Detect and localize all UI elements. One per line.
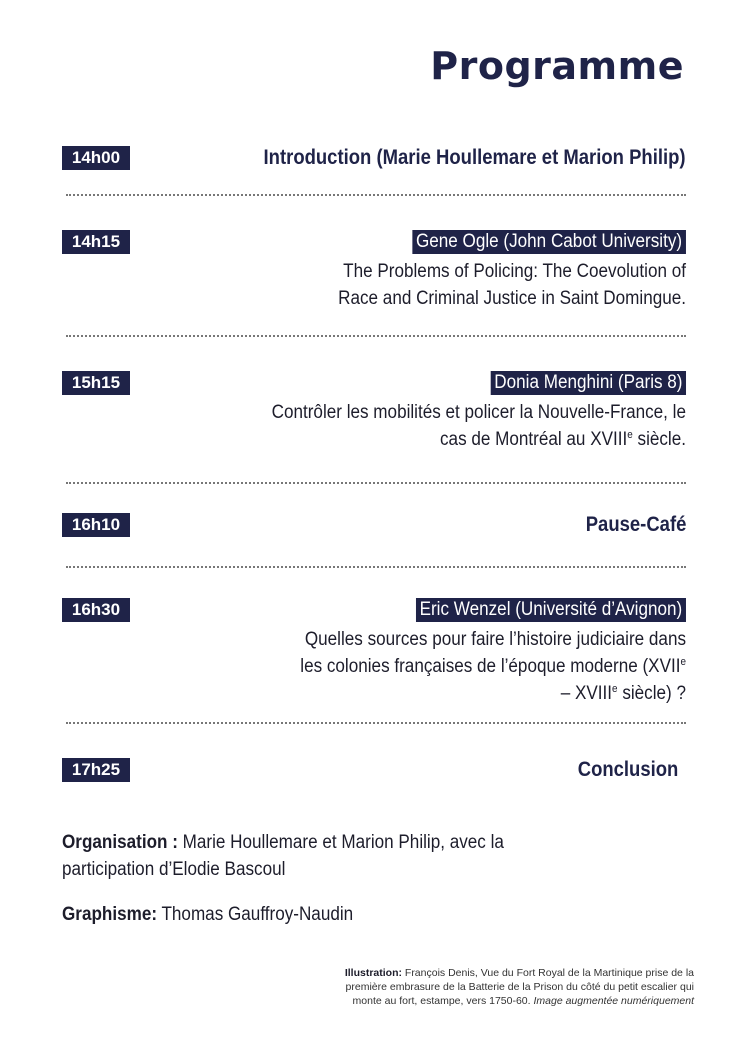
talk-title-gene-ogle xyxy=(182,258,686,312)
time-badge-1725: 17h25 xyxy=(62,758,130,782)
organisation-line2: participation d’Elodie Bascoul xyxy=(62,859,286,880)
speaker-name-gene-ogle: Gene Ogle (John Cabot University) xyxy=(413,230,686,254)
speaker-name-donia-menghini: Donia Menghini (Paris 8) xyxy=(491,371,686,395)
illustration-line: première embrasure de la Batterie de la Prison du côté du petit escalier qui xyxy=(345,981,694,993)
talk-line: Race and Criminal Justice in Saint Domingue. xyxy=(338,288,686,309)
session-heading-conclusion: Conclusion xyxy=(577,758,678,781)
time-badge-1610: 16h10 xyxy=(62,513,130,537)
talk-line: cas de Montréal au XVIIIe siècle. xyxy=(440,429,686,450)
illustration-line: monte au fort, estampe, vers 1750-60. Image augmentée numériquement xyxy=(352,995,694,1007)
illustration-credit xyxy=(274,966,694,1008)
dotted-divider xyxy=(66,722,686,724)
illustration-line: Illustration: François Denis, Vue du Fort Royal de la Martinique prise de la xyxy=(344,967,694,979)
talk-title-donia-menghini xyxy=(182,399,686,453)
talk-title-eric-wenzel xyxy=(182,626,686,707)
graphisme-label: Graphisme: xyxy=(62,904,158,925)
dotted-divider xyxy=(66,482,686,484)
organisation-label: Organisation : xyxy=(62,832,178,853)
time-badge-1515: 15h15 xyxy=(62,371,130,395)
time-badge-1415: 14h15 xyxy=(62,230,130,254)
dotted-divider xyxy=(66,194,686,196)
talk-line: Quelles sources pour faire l’histoire judiciaire dans xyxy=(304,629,686,650)
talk-line: les colonies françaises de l’époque moderne (XVIIe xyxy=(300,656,686,677)
time-badge-1630: 16h30 xyxy=(62,598,130,622)
graphisme-credit xyxy=(62,901,602,928)
session-heading-pause-cafe: Pause-Café xyxy=(585,513,686,536)
session-heading-introduction: Introduction (Marie Houllemare et Marion Philip) xyxy=(263,146,686,169)
time-badge-1400: 14h00 xyxy=(62,146,130,170)
page-title: Programme xyxy=(430,44,684,88)
speaker-name-eric-wenzel: Eric Wenzel (Université d’Avignon) xyxy=(416,598,686,622)
organisation-line1: Marie Houllemare et Marion Philip, avec la xyxy=(177,832,504,853)
talk-line: Contrôler les mobilités et policer la Nouvelle-France, le xyxy=(271,402,686,423)
graphisme-value: Thomas Gauffroy-Naudin xyxy=(157,904,354,925)
dotted-divider xyxy=(66,335,686,337)
talk-line: – XVIIIe siècle) ? xyxy=(560,683,686,704)
dotted-divider xyxy=(66,566,686,568)
organisation-credit xyxy=(62,829,602,883)
talk-line: The Problems of Policing: The Coevolution of xyxy=(343,261,686,282)
